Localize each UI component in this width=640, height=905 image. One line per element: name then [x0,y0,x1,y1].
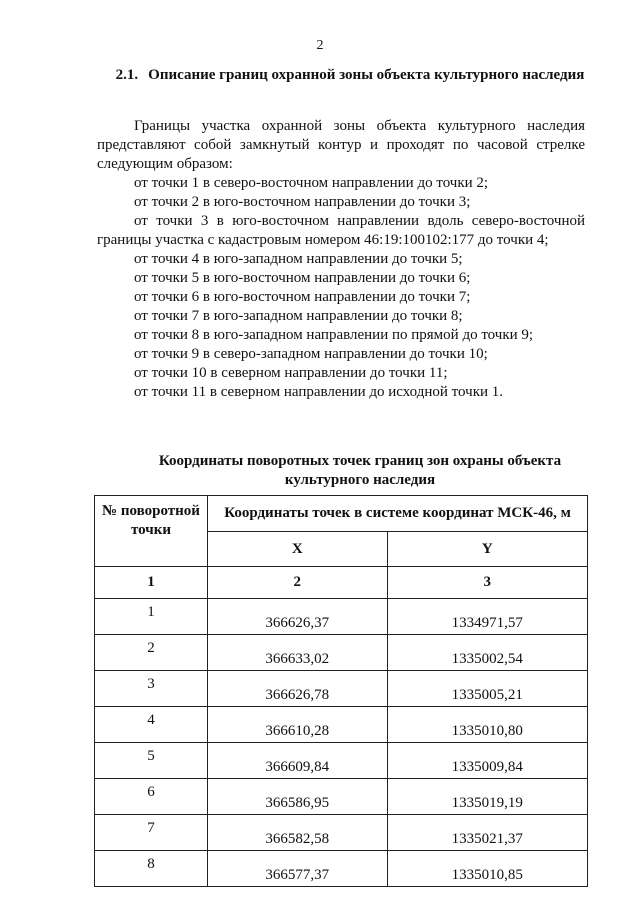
route-line: от точки 10 в северном направлении до точки 11; [134,365,448,381]
coordinates-table [94,495,588,887]
table-row [95,707,588,743]
table-row [95,851,588,887]
x-value: 366586,95 [208,779,388,815]
column-index: 2 [208,567,388,599]
page-number: 2 [316,38,324,53]
route-line: от точки 9 в северо-западном направлении до точки 10; [134,346,488,362]
x-value: 366577,37 [208,851,388,887]
column-index-row [95,567,588,599]
intro-paragraph: Границы участка охранной зоны объекта культурного наследия представляют собой замкнутый контур и проходят по часовой стрелке следующим образом: [97,118,585,172]
route-line: от точки 8 в юго-западном направлении по прямой до точки 9; [134,327,534,343]
route-line: от точки 6 в юго-восточном направлении до точки 7; [134,289,471,305]
header-y: Y [387,532,587,567]
section-number: 2.1. [115,67,139,83]
x-value: 366582,58 [208,815,388,851]
table-row [95,779,588,815]
route-line: от точки 7 в юго-западном направлении до точки 8; [134,308,463,324]
header-coordinates: Координаты точек в системе координат МСК-46, м [208,496,588,532]
route-line: от точки 2 в юго-восточном направлении до точки 3; [134,194,471,210]
header-x: X [208,532,388,567]
point-number: 4 [95,707,208,743]
route-line: от точки 5 в юго-восточном направлении до точки 6; [134,270,471,286]
y-value: 1335021,37 [387,815,587,851]
y-value: 1335010,85 [387,851,587,887]
header-point-number: № поворотной точки [95,496,208,567]
route-line: от точки 4 в юго-западном направлении до точки 5; [134,251,463,267]
table-row [95,815,588,851]
x-value: 366610,28 [208,707,388,743]
column-index: 1 [95,567,208,599]
x-value: 366633,02 [208,635,388,671]
section-title-text: Описание границ охранной зоны объекта культурного наследия [148,67,585,83]
route-line: от точки 1 в северо-восточном направлении до точки 2; [134,175,489,191]
x-value: 366609,84 [208,743,388,779]
table-row [95,743,588,779]
point-number: 6 [95,779,208,815]
column-index: 3 [387,567,587,599]
route-line: от точки 3 в юго-восточном направлении вдоль северо-восточной границы участка с кадастровым номером 46:19:100102:177 до точки 4; [97,213,585,248]
x-value: 366626,78 [208,671,388,707]
x-value: 366626,37 [208,599,388,635]
y-value: 1334971,57 [387,599,587,635]
table-row [95,599,588,635]
boundary-description [97,117,585,402]
point-number: 5 [95,743,208,779]
table-row [95,635,588,671]
table-title: Координаты поворотных точек границ зон охраны объекта культурного наследия [158,453,562,488]
y-value: 1335010,80 [387,707,587,743]
point-number: 7 [95,815,208,851]
y-value: 1335002,54 [387,635,587,671]
point-number: 1 [95,599,208,635]
table-header-row [95,496,588,532]
point-number: 8 [95,851,208,887]
point-number: 2 [95,635,208,671]
route-line: от точки 11 в северном направлении до исходной точки 1. [134,384,504,400]
y-value: 1335019,19 [387,779,587,815]
point-number: 3 [95,671,208,707]
table-row [95,671,588,707]
y-value: 1335005,21 [387,671,587,707]
section-title [100,66,600,85]
y-value: 1335009,84 [387,743,587,779]
